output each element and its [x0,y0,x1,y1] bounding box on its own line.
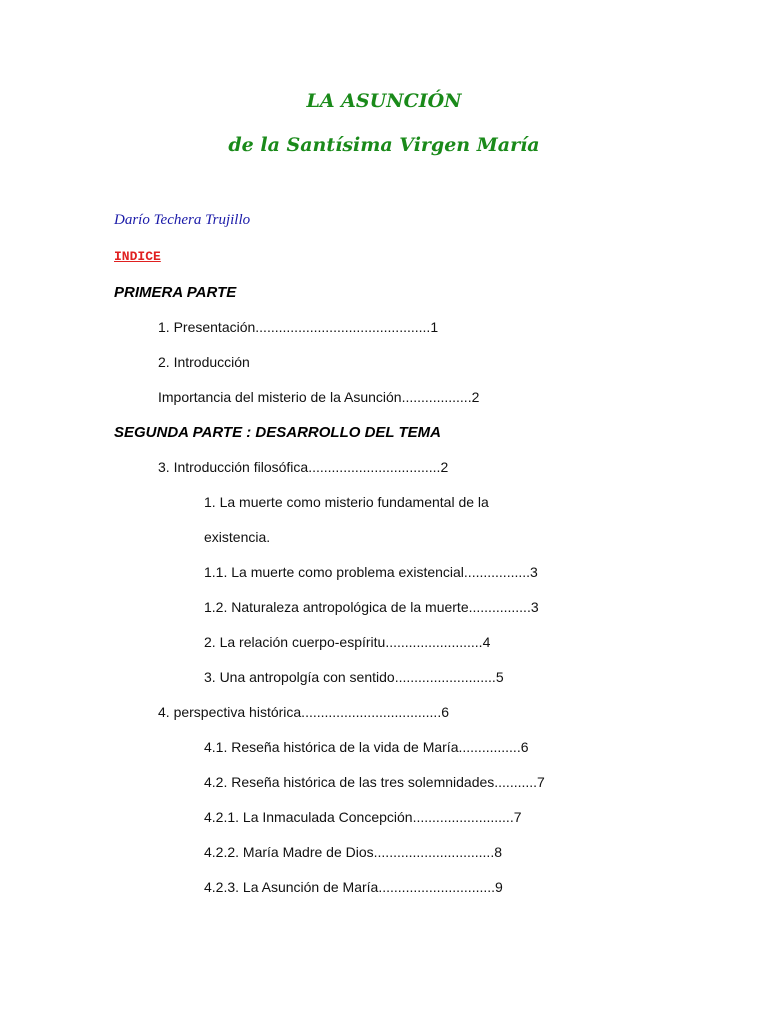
part-heading-primera: PRIMERA PARTE [114,284,237,301]
author-name: Darío Techera Trujillo [114,212,251,228]
toc-entry: 1.1. La muerte como problema existencial.................3 [204,564,538,580]
index-heading: INDICE [114,249,161,264]
toc-entry: 2. Introducción [158,354,250,370]
toc-entry: 1. La muerte como misterio fundamental de la [204,494,489,510]
toc-entry: 4.2. Reseña histórica de las tres solemnidades...........7 [204,774,545,790]
toc-entry: 3. Una antropolgía con sentido..........................5 [204,669,504,685]
toc-entry: 4.2.2. María Madre de Dios...............................8 [204,844,502,860]
toc-entry: 3. Introducción filosófica..................................2 [158,459,449,475]
toc-entry: 4.2.3. La Asunción de María..............................9 [204,879,503,895]
toc-entry: 2. La relación cuerpo-espíritu.........................4 [204,634,491,650]
toc-entry: 4.2.1. La Inmaculada Concepción..........................7 [204,809,522,825]
document-title: LA ASUNCIÓN [306,90,462,112]
toc-entry: 4. perspectiva histórica....................................6 [158,704,449,720]
toc-entry: Importancia del misterio de la Asunción..................2 [158,389,480,405]
toc-entry: 4.1. Reseña histórica de la vida de María................6 [204,739,529,755]
toc-entry: existencia. [204,529,271,545]
document-subtitle: de la Santísima Virgen María [228,134,540,156]
toc-entry: 1.2. Naturaleza antropológica de la muerte................3 [204,599,539,615]
toc-entry: 1. Presentación.............................................1 [158,319,439,335]
part-heading-segunda: SEGUNDA PARTE : DESARROLLO DEL TEMA [114,424,441,441]
